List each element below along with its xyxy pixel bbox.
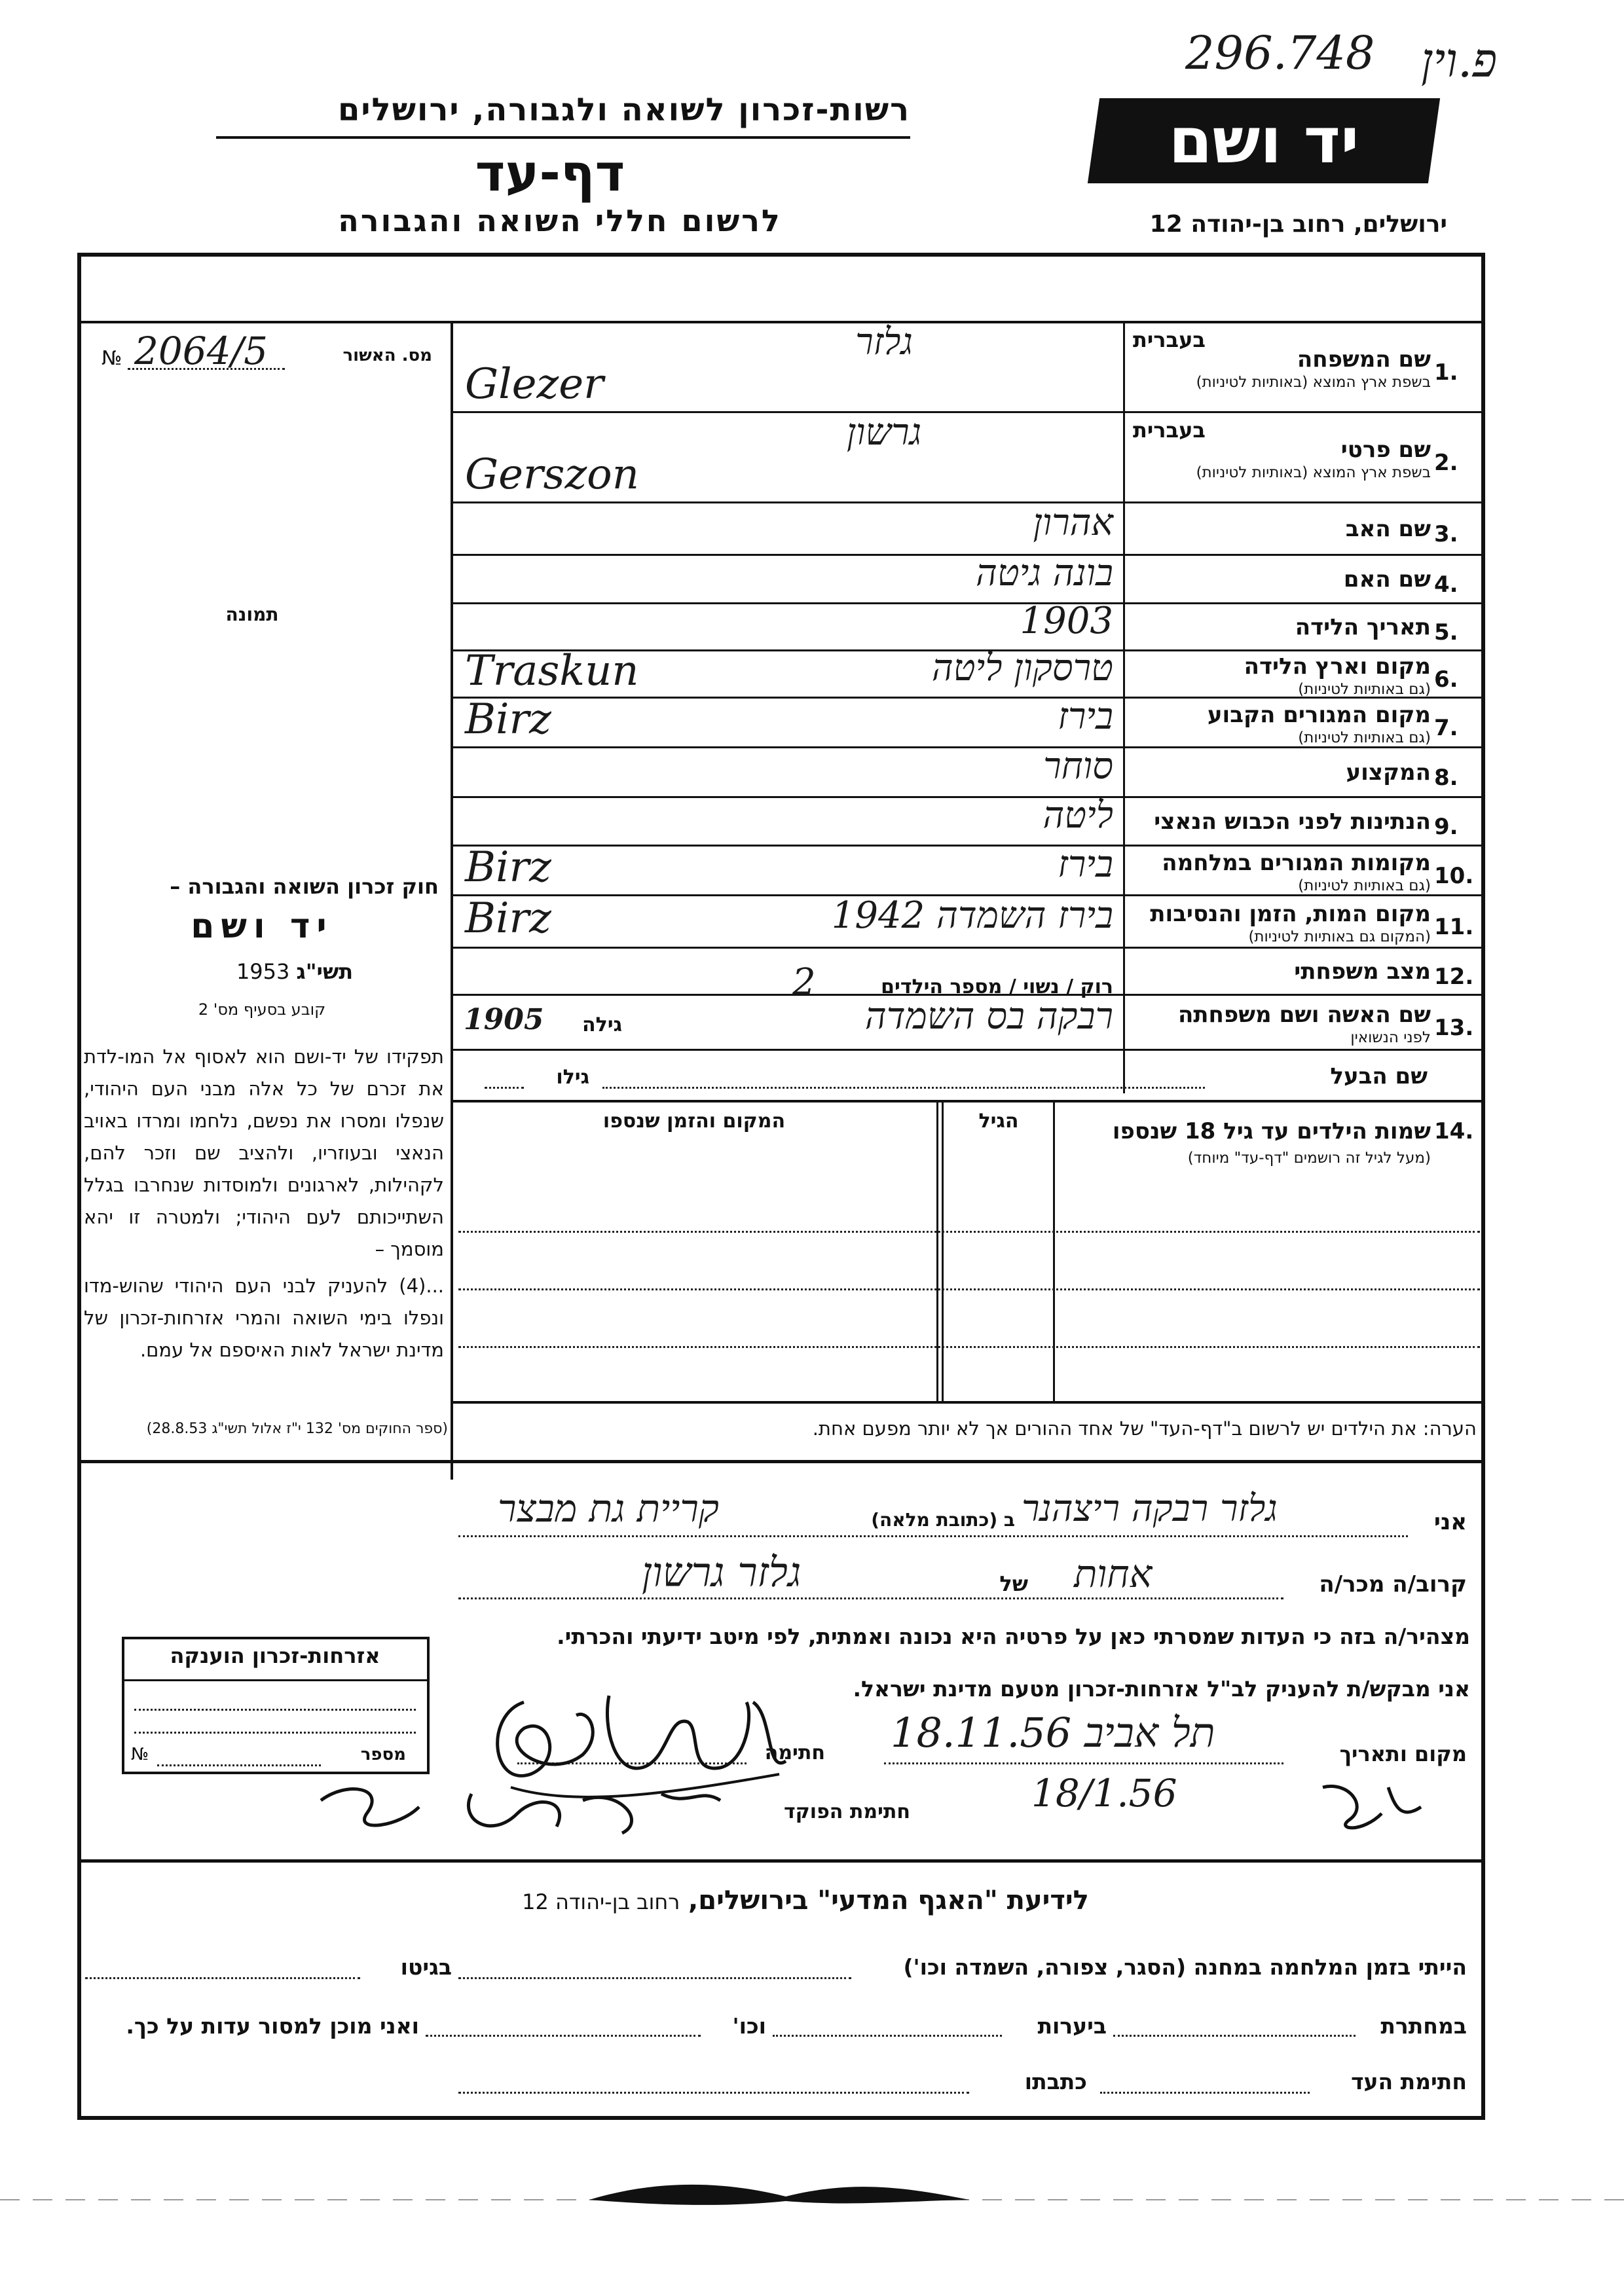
info-line3-b-underline [458,2092,969,2094]
children-col-age: הגיל [978,1110,1019,1133]
info-line2-c: וכו' [732,2013,766,2039]
law-source: (ספר החוקים מס' 132 י"ז אלול תשי"ג 28.8.53) [146,1421,448,1437]
info-line3-b: כתבתו [1024,2069,1087,2094]
children-row-line-3 [458,1346,1480,1348]
children-col-divider-1 [1053,1102,1055,1404]
husband-label: שם הבעל [1330,1063,1428,1089]
decl-line-1 [458,1535,1408,1537]
row-hebrew-value: אהרון [1033,501,1113,544]
approval-underline [128,368,285,370]
decl-statement-2: אני מבקש/ת להעניק לב"ל אזרחות-זכרון מטעם מדינת ישראל. [853,1676,1470,1702]
approval-number: 2064/5 [134,329,268,373]
row-separator [453,1049,1485,1051]
row-14-number: 14. [1434,1118,1474,1144]
row-number: 6. [1434,666,1458,693]
row-number: 11. [1434,914,1474,940]
row-label: תאריך הלידה [1295,614,1431,640]
row-number: 12. [1434,964,1474,990]
photo-label: תמונה [225,604,279,625]
scan-edge-shadow [0,2160,1624,2239]
info-line2-b-underline [773,2035,1002,2037]
row-hebrew-value: רבקה בס השמדה [864,995,1113,1038]
inspector-signature [308,1761,740,1853]
note-rule [77,1460,1485,1463]
marital-sublabel: רוק / נשוי / מספר הילדים [881,975,1113,998]
row-number: 2. [1434,450,1458,476]
row-latin-value: Traskun [465,647,639,695]
row-sublabel: (גם באותיות לטיניות) [1298,681,1431,698]
children-col-divider-2 [942,1102,944,1404]
row-number: 13. [1434,1015,1474,1041]
info-line2-d: ואני מוכן למסור עדות על כך. [126,2013,419,2039]
row-number: 9. [1434,814,1458,840]
row-sublabel: בשפת ארץ המוצא (באותיות לטיניות) [1196,464,1431,481]
info-line2-c-underline [426,2035,701,2037]
row-latin-value: Gerszon [465,450,639,499]
row-hebrew-value: בירז [1058,695,1113,738]
info-line2-a-underline [1113,2035,1356,2037]
approval-no-sign: № [101,347,122,370]
row-label: מצב משפחתי [1294,958,1431,985]
husband-age-underline [485,1087,524,1089]
row-sublabel: (גם באותיות לטיניות) [1298,729,1431,746]
children-col-divider-3 [936,1102,938,1404]
info-title-row [393,1886,1218,1916]
form-subtitle: לרשום חללי השואה והגבורה [338,203,782,238]
row-number: 8. [1434,765,1458,791]
header-rule [216,136,910,139]
decl-date-value: 18/1.56 [1031,1771,1177,1815]
info-line2-b: ביערות [1037,2013,1107,2039]
row-hebrew-value: ליטה [1043,794,1113,837]
decl-signature-label: חתימה [764,1741,825,1764]
row-label: הנתינות לפני הכבוש הנאצי [1154,809,1431,835]
label-column-divider [1123,321,1125,1093]
info-line3-a: חתימת העד [1351,2069,1467,2094]
row-label: שם פרטי [1340,437,1431,463]
row-number: 7. [1434,715,1458,741]
row-label: מקום וארץ הלידה [1244,653,1431,680]
children-title: שמות הילדים עד גיל 18 שנספו [1112,1118,1431,1144]
citizenship-title: אזרחות-זכרון הוענקה [170,1643,380,1668]
info-section-rule [77,1859,1485,1863]
authority-name: רשות-זכרון לשואה ולגבורה, ירושלים [337,92,910,128]
row-latin-value: Birz [465,843,551,892]
row-hebrew-value: טרסקון ליטה [931,647,1113,689]
law-year [196,959,393,984]
row-number: 5. [1434,619,1458,646]
info-title: לידיעת "האגף המדעי" בירושלים, [688,1886,1089,1916]
row-number: 3. [1434,521,1458,547]
address-line: ירושלים, רחוב בן-יהודה 12 [1149,211,1447,238]
citizenship-line-2 [134,1732,416,1734]
archive-number: 296.748 [1185,26,1375,80]
children-row-line-2 [458,1288,1480,1290]
law-brand: יד ושם [191,907,333,946]
row-hebrew-value: גלזר [855,321,913,363]
children-subtitle: (מעל לגיל זה רושמים "דף-עד" מיוחד) [1187,1150,1431,1167]
citizenship-title-rule [122,1679,430,1681]
info-address: רחוב בן-יהודה 12 [522,1889,680,1914]
decl-of-value: גלזר גרשון [642,1548,802,1596]
decl-address-label: ב (כתובת מלאה) [871,1509,1015,1531]
row-hebrew-value: בירז [1058,843,1113,886]
children-table-top [453,1100,1485,1102]
info-line3-a-underline [1100,2092,1310,2094]
wife-age-value: 1905 [464,1003,544,1036]
law-title: חוק זכרון השואה והגבורה – [170,874,439,899]
row-label: שם המשפחה [1297,346,1431,373]
law-body-2: ...(4) להעניק לבני העם היהודי שהוש-מדו ונפלו בימי השואה והמרי אזרחות-זכרון של מדינת ישראל לאות האיספם אל עמם. [84,1275,444,1361]
row-hebrew-tag: בעברית [1133,327,1206,352]
citizenship-number-line [157,1764,321,1766]
row-label: מקום המגורים הקבוע [1207,702,1431,728]
decl-line-3 [884,1762,1283,1764]
row-label: מקומות המגורים במלחמה [1162,850,1431,876]
registrar-signature [1310,1768,1428,1840]
yad-vashem-logo [1088,98,1440,183]
info-line1-b-underline [85,1977,360,1979]
row-sublabel: בשפת ארץ המוצא (באותיות לטיניות) [1196,374,1431,391]
wife-age-label: גילה [582,1013,622,1036]
children-note: הערה: את הילדים יש לרשום ב"דף-העד" של אחד ההורים אך לא יותר מפעם אחת. [812,1417,1477,1440]
info-line1-a: הייתי בזמן המלחמה במחנה (הסגר, צפורה, השמדה וכו') [903,1954,1467,1980]
info-line2-a: במחתרת [1380,2013,1467,2039]
row-label: המקצוע [1346,759,1431,786]
row-sublabel: (המקום גם באותיות לטיניות) [1248,928,1431,945]
children-table-bottom [453,1401,1485,1404]
children-row-line-1 [458,1231,1480,1233]
row-separator [453,947,1485,949]
law-body-1: תפקידו של יד-ושם הוא לאסוף אל המו-לדת את זכרם של כל אלה מבני העם היהודי, שנפלו ומסרו את נפשם, נלחמו ומרדו באויב הנאצי ובעוזריו, ולהציב שם וזכר להם, לקהילות, לארגונים ולמוסדות שנחרבו בגלל השתייכותם לעם היהודי; ולמטרה זו יהא מוסמך – [84,1046,444,1260]
row-latin-value: Birz [465,894,551,943]
corner-annotation: פ.וין [1421,33,1498,88]
row-number: 4. [1434,572,1458,598]
approval-label: מס. האשור [342,346,432,365]
law-year-num: 1953 [236,959,290,984]
citizenship-line-1 [134,1709,416,1711]
info-line1-b: בגיטו [400,1954,452,1980]
decl-of-label: של [999,1571,1028,1596]
row-hebrew-tag: בעברית [1133,418,1206,443]
logo-text: יד ושם [1168,104,1359,177]
decl-line-2 [458,1597,1283,1599]
children-col-place: המקום והזמן שנספו [602,1110,786,1133]
decl-statement-1: מצהיר/ה בזה כי העדות שמסרתי כאן על פרטיה היא נכונה ואמתית, לפי מיטב ידיעתי והכרתי. [557,1624,1470,1649]
row-label: שם האב [1345,516,1431,542]
row-hebrew-value: בירז השמדה 1942 [831,894,1113,937]
law-year-heb: תשי"ג [296,959,354,984]
row-sublabel: לפני הנשואין [1350,1029,1431,1046]
row-hebrew-value: סוחר [1043,745,1113,788]
row-number: 1. [1434,359,1458,386]
row-latin-value: Glezer [465,360,604,409]
row-hebrew-value: גרשון [846,411,922,454]
husband-age-label: גילו [556,1066,589,1089]
law-clause-ref: קובע בסעיף מס' 2 [198,1000,326,1019]
decl-place-date-label: מקום ותאריך [1339,1741,1467,1766]
decl-inspector-label: חתימת הפוקד [784,1800,910,1823]
row-label: מקום המות, הזמן והנסיבות [1150,901,1431,927]
row-number: 10. [1434,863,1474,889]
row-label: שם האם [1343,566,1431,592]
row-sublabel: (גם באותיות לטיניות) [1298,877,1431,894]
decl-place-value: תל אביב 18.11.56 [891,1709,1215,1757]
row-hebrew-value: 1903 [1020,600,1113,642]
info-line1-a-underline [458,1977,851,1979]
decl-i-value: גלזר רבקה ריצהנר [1022,1487,1278,1530]
row-latin-value: Birz [465,695,551,744]
children-count: 2 [792,961,816,1004]
citizenship-number-label: מספר [360,1745,406,1764]
decl-address-value: קריית גת מבצר [498,1486,719,1531]
husband-name-underline [602,1087,1205,1089]
row-label: שם האשה ושם משפחתה [1177,1002,1431,1028]
decl-i-label: אני [1433,1509,1467,1535]
decl-relation-value: אחות [1074,1552,1153,1596]
citizenship-no-sign: № [131,1745,149,1764]
decl-relation-label: קרוב/ה מכר/ה [1319,1571,1467,1597]
form-title: דף-עד [475,144,625,203]
row-hebrew-value: בונה גיטה [976,552,1113,594]
left-column-divider [451,321,453,1480]
